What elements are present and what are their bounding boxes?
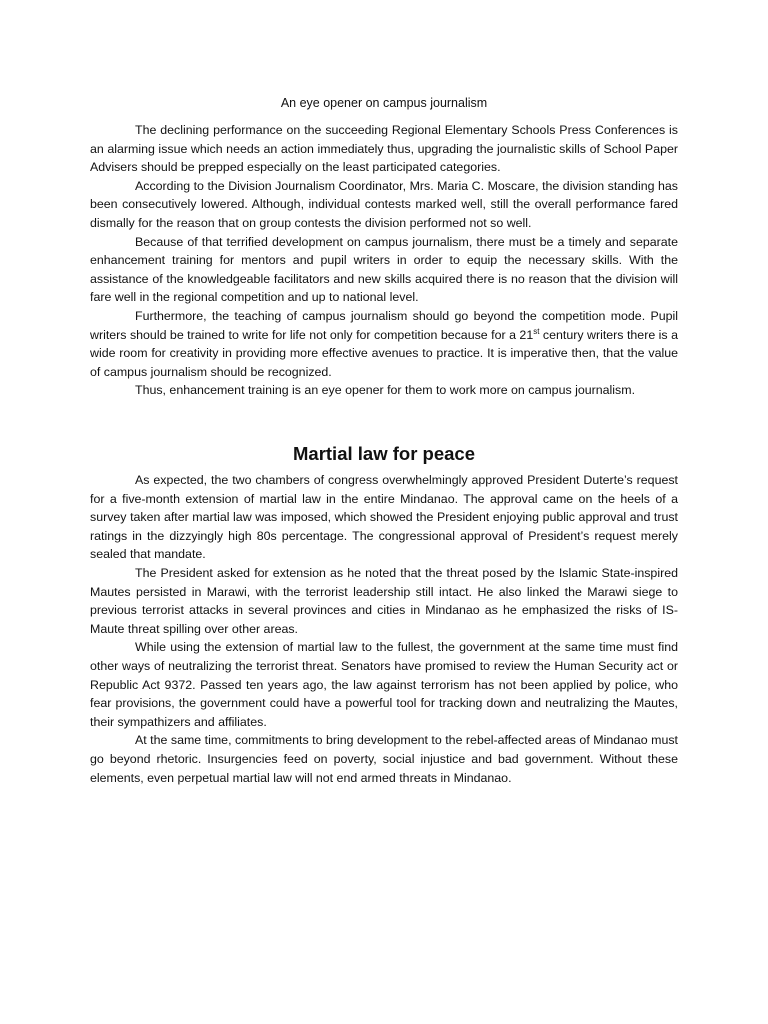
paragraph: Because of that terrified development on campus journalism, there must be a timely and separate enhancement training for mentors and pupil writers in order to equip the necessary skills. With the assistance of the knowledgeable facilitators and new skills acquired there is no reason that the division will fare well in the regional competition and up to national level.: [90, 234, 678, 305]
paragraph: At the same time, commitments to bring development to the rebel-affected areas of Mindanao must go beyond rhetoric. Insurgencies feed on poverty, social injustice and bad government. Without these elements, even perpetual martial law will not end armed threats in Mindanao.: [90, 733, 678, 785]
superscript: st: [533, 326, 540, 336]
article-campus-journalism: [90, 95, 678, 400]
paragraph: As expected, the two chambers of congress overwhelmingly approved President Duterte’s request for a five-month extension of martial law in the entire Mindanao. The approval came on the heels of a survey taken after martial law was imposed, which showed the President enjoying public approval and trust ratings in the dizzyingly high 80s percentage. The congressional approval of President’s request merely sealed that mandate.: [90, 473, 678, 562]
article-title: Martial law for peace: [293, 443, 475, 464]
paragraph: The declining performance on the succeeding Regional Elementary Schools Press Conferences is an alarming issue which needs an action immediately thus, upgrading the journalistic skills of School Paper Advisers should be prepped especially on the least participated categories.: [90, 123, 678, 175]
paragraph-text: century writers there is a wide room for creativity in providing more effective avenues to practice. It is imperative then, that the value of campus journalism should be recognized.: [90, 327, 678, 379]
paragraph: [90, 307, 678, 381]
paragraph: The President asked for extension as he noted that the threat posed by the Islamic State-inspired Mautes persisted in Marawi, with the terrorist leadership still intact. He also linked the Marawi siege to previous terrorist attacks in several provinces and cities in Mindanao as he emphasized the risks of IS-Maute threat spilling over other areas.: [90, 565, 678, 636]
paragraph-text: Furthermore, the teaching of campus journalism should go beyond the competition mode. Pupil writers should be trained to write for life not only for competition because for a 21: [90, 308, 678, 342]
article-title: An eye opener on campus journalism: [280, 96, 488, 110]
paragraph: Thus, enhancement training is an eye opener for them to work more on campus journalism.: [135, 383, 636, 398]
article-martial-law: [90, 442, 678, 787]
paragraph: While using the extension of martial law to the fullest, the government at the same time must find other ways of neutralizing the terrorist threat. Senators have promised to review the Human Security act or Republic Act 9372. Passed ten years ago, the law against terrorism has not been applied by police, who fear provisions, the government could have a powerful tool for tracking down and neutralizing the Mautes, their sympathizers and affiliates.: [90, 640, 678, 729]
paragraph: According to the Division Journalism Coordinator, Mrs. Maria C. Moscare, the division standing has been consecutively lowered. Although, individual contests marked well, still the overall performance fared dismally for the reason that on group contests the division performed not so well.: [90, 178, 678, 230]
